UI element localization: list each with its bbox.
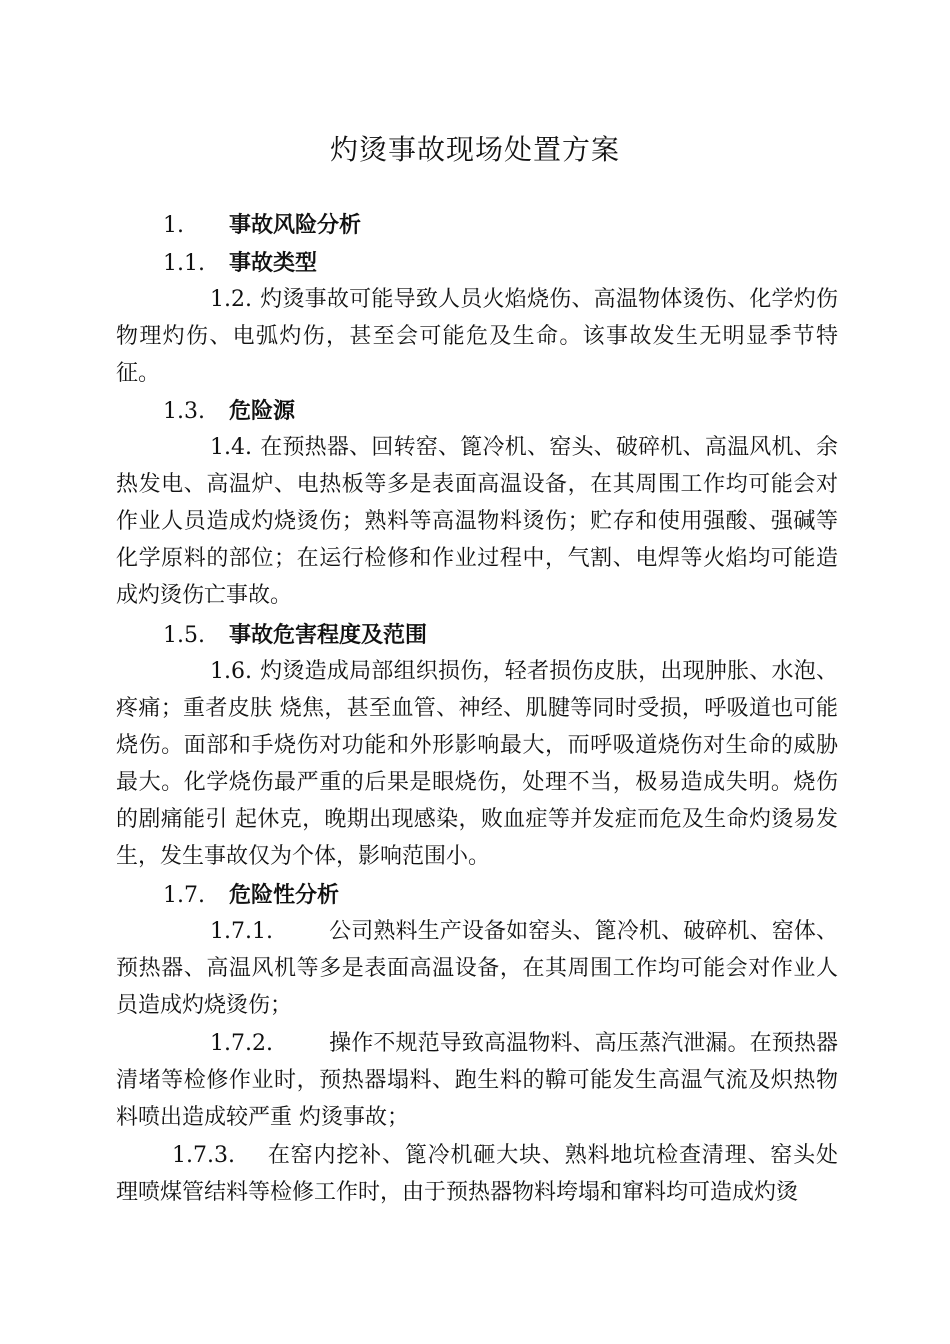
- section-title: 事故类型: [229, 251, 318, 276]
- section-1-3-heading: [163, 393, 843, 430]
- section-1-4-paragraph: [116, 429, 838, 614]
- section-1-2-paragraph: [116, 281, 838, 392]
- section-1-heading: [163, 207, 843, 244]
- section-number: 1.3.: [163, 399, 205, 424]
- paragraph-text: 灼烫造成局部组织损伤，轻者损伤皮肤，出现肿胀、水泡、疼痛；重者皮肤 烧焦，甚至血管、神经、肌腱等同时受损，呼吸道也可能烧伤。面部和手烧伤对功能和外形影响最大，而呼吸道烧伤对生命的威胁最大。化学烧伤最严重的后果是眼烧伤，处理不当，极易造成失明。烧伤的剧痛能引 起休克，晚期出现感染，败血症等并发症而危及生命灼烫易发生，发生事故仅为个体，影响范围小。: [116, 659, 838, 869]
- page-title: 灼烫事故现场处置方案: [329, 133, 620, 166]
- section-title: 危险性分析: [229, 883, 340, 908]
- section-1-7-2-paragraph: [116, 1025, 838, 1136]
- section-number: 1.7.2.: [210, 1031, 273, 1056]
- paragraph-text: 在窑内挖补、篦冷机砸大块、熟料地坑检查清理、窑头处理喷煤管结料等检修工作时，由于预热器物料垮塌和窜料均可造成灼烫: [116, 1143, 838, 1205]
- section-1-5-heading: [163, 617, 843, 654]
- section-number: 1.7.1.: [210, 919, 273, 944]
- section-number: 1.7.3.: [172, 1143, 235, 1168]
- section-title: 事故风险分析: [229, 213, 362, 238]
- paragraph-text: 操作不规范导致高温物料、高压蒸汽泄漏。在预热器清堵等检修作业时，预热器塌料、跑生料的鞥可能发生高温气流及炽热物料喷出造成较严重 灼烫事故；: [116, 1031, 838, 1130]
- section-1-6-paragraph: [116, 653, 838, 875]
- section-1-7-1-paragraph: [116, 913, 838, 1024]
- section-number: 1.1.: [163, 251, 205, 276]
- paragraph-text: 在预热器、回转窑、篦冷机、窑头、破碎机、高温风机、余热发电、高温炉、电热板等多是表面高温设备，在其周围工作均可能会对作业人员造成灼烧烫伤；熟料等高温物料烫伤；贮存和使用强酸、强碱等化学原料的部位；在运行检修和作业过程中，气割、电焊等火焰均可能造成灼烫伤亡事故。: [116, 435, 838, 608]
- section-1-7-heading: [163, 877, 843, 914]
- section-number: 1.2.: [210, 287, 252, 312]
- section-number: 1.7.: [163, 883, 205, 908]
- section-number: 1.4.: [210, 435, 252, 460]
- section-number: 1.: [163, 213, 184, 238]
- section-title: 事故危害程度及范围: [229, 623, 428, 648]
- section-title: 危险源: [229, 399, 296, 424]
- section-number: 1.5.: [163, 623, 205, 648]
- section-number: 1.6.: [210, 659, 252, 684]
- paragraph-text: 灼烫事故可能导致人员火焰烧伤、高温物体烫伤、化学灼伤物理灼伤、电弧灼伤，甚至会可能危及生命。该事故发生无明显季节特征。: [116, 287, 838, 386]
- section-1-7-3-paragraph: [116, 1137, 838, 1211]
- section-1-1-heading: [163, 245, 843, 282]
- paragraph-text: 公司熟料生产设备如窑头、篦冷机、破碎机、窑体、预热器、高温风机等多是表面高温设备，在其周围工作均可能会对作业人员造成灼烧烫伤；: [116, 919, 838, 1018]
